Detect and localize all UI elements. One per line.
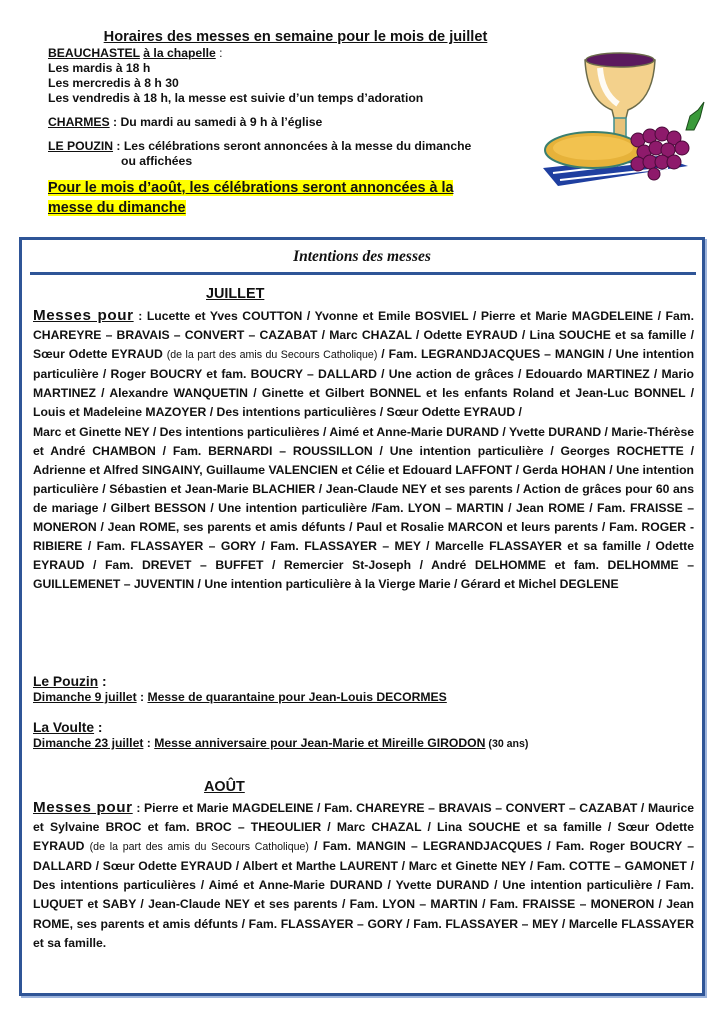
july-text-2: / Fam. LEGRANDJACQUES – MANGIN / Une intention particulière / Roger BOUCRY et fam. BOUCRY – DALLARD / Une action de grâces / Edouardo MARTINEZ / Mario MARTINEZ / Alexandre WANQUETIN / Ginette et Gilbert BONNEL et les enfants Roland et Jean-Luc BONNEL / Louis et Madeleine MAZOYER / Des intentions particulières / Sœur Odette EYRAUD /: [33, 347, 695, 420]
august-text-1: : Pierre et Marie MAGDELEINE / Fam. CHAREYRE – BRAVAIS – CONVERT – CAZABAT / Maurice et Sylvaine BROC et fam. BROC – THEOULIER / Marc CHAZAL / Lina SOUCHE et sa famille / Sœur Odette EYRAUD: [33, 801, 695, 854]
charmes-place: CHARMES: [48, 115, 110, 129]
la-voulte-place: La Voulte: [33, 720, 95, 735]
intentions-heading: Intentions des messes: [293, 248, 431, 265]
july-text-3: Marc et Ginette NEY / Des intentions particulières / Aimé et Anne-Marie DURAND / Yvette DURAND / Marie-Thérèse et André CHAMBON / Fam. BERNARDI – ROUSSILLON / Une intention particulière / Georges ROCHETTE / Adrienne et Alfred SINGAINY, Guillaume VALENCIEN et Célie et Edouard LAFFONT / Gerda HOHAN / Une intention particulière / Sébastien et Jean-Marie BLACHIER / Jean-Claude NEY et ses parents / Action de grâces pour 60 ans de mariage / Gilbert BESSON / Une intention particulière /Fam. LYON – MARTIN / Jean ROME / Fam. FRAISSE – MONERON / Jean ROME, ses parents et amis défunts / Paul et Rosalie MARCON et leurs parents / Fam. ROGER - RIBIERE / Fam. FLASSAYER – GORY / Fam. FLASSAYER – MEY / Marcelle FLASSAYER et sa famille / Odette EYRAUD / Fam. DREVET – BUFFET / Remercier St-Joseph / André DELHOMME et fam. DELHOMME – GUILLEMENET – JUVENTIN / Une intention particulière à la Vierge Marie / Gérard et Michel DEGLENE: [33, 424, 694, 592]
la-voulte-note: (30 ans): [485, 738, 529, 750]
la-voulte-date: Dimanche 23 juillet: [33, 736, 144, 750]
schedule-title: Horaires des messes en semaine pour le mois de juillet: [103, 29, 488, 45]
le-pouzin-colon: :: [98, 674, 107, 689]
le-pouzin-sep: :: [136, 690, 148, 704]
july-intentions: [33, 306, 694, 594]
le-pouzin-text: : Les célébrations seront annoncées à la messe du dimanche: [113, 139, 472, 153]
le-pouzin-date: Dimanche 9 juillet: [33, 690, 137, 704]
august-notice-line2: messe du dimanche: [48, 200, 186, 216]
august-text-2: / Fam. MANGIN – LEGRANDJACQUES / Fam. Roger BOUCRY – DALLARD / Sœur Odette EYRAUD / Albert et Marthe LAURENT / Marc et Ginette NEY / Fam. COTTE – GAMONET / Des intentions particulières / Aimé et Anne-Marie DURAND / Yvette DURAND / Une intention particulière / Fam. LUQUET et SABY / Jean-Claude NEY et ses parents / Fam. LYON – MARTIN / Fam. FRAISSE – MONERON / Jean ROME, ses parents et amis défunts / Fam. FLASSAYER – GORY / Fam. FLASSAYER – MEY / Marcelle FLASSAYER et sa famille.: [33, 839, 694, 950]
le-pouzin-place: LE POUZIN: [48, 139, 114, 153]
le-pouzin-line: [48, 139, 538, 154]
beauchastel-line: Les vendredis à 18 h, la messe est suivie d’un temps d’adoration: [48, 91, 424, 105]
beauchastel-place: BEAUCHASTEL: [48, 46, 140, 60]
la-voulte-intention: [33, 720, 528, 752]
weekday-schedule: [48, 30, 538, 218]
beauchastel-colon: :: [215, 46, 223, 60]
beauchastel-location: à la chapelle: [143, 46, 216, 60]
le-pouzin-text: Messe de quarantaine pour Jean-Louis DECORMES: [147, 690, 447, 704]
beauchastel-header: [48, 46, 538, 61]
month-july: JUILLET: [206, 286, 265, 302]
beauchastel-line: Les mercredis à 8 h 30: [48, 76, 179, 90]
la-voulte-colon: :: [94, 720, 103, 735]
intentions-panel: [19, 237, 705, 996]
month-august: AOÛT: [204, 779, 245, 795]
le-pouzin-intention: [33, 674, 447, 705]
august-lead: Messes pour: [33, 799, 133, 816]
beauchastel-line: Les mardis à 18 h: [48, 61, 151, 75]
august-intentions: [33, 798, 694, 953]
le-pouzin-continuation: ou affichées: [121, 154, 193, 168]
august-small-note: (de la part des amis du Secours Catholique): [89, 841, 309, 854]
chalice-bread-grapes-icon: [538, 38, 708, 188]
charmes-line: [48, 115, 538, 130]
july-text-1: : Lucette et Yves COUTTON / Yvonne et Emile BOSVIEL / Pierre et Marie MAGDELEINE / Fam. CHAREYRE – BRAVAIS – CONVERT – CAZABAT / Marc CHAZAL / Odette EYRAUD / Lina SOUCHE et sa famille / Sœur Odette EYRAUD: [33, 309, 695, 362]
le-pouzin-place: Le Pouzin: [33, 674, 99, 689]
charmes-text: : Du mardi au samedi à 9 h à l’église: [109, 115, 323, 129]
july-lead: Messes pour: [33, 307, 134, 324]
la-voulte-text: Messe anniversaire pour Jean-Marie et Mireille GIRODON: [154, 736, 486, 750]
la-voulte-sep: :: [143, 736, 155, 750]
july-small-note: (de la part des amis du Secours Catholique): [166, 349, 378, 362]
heading-divider: [30, 272, 696, 275]
august-notice-line1: Pour le mois d’août, les célébrations seront annoncées à la: [48, 180, 454, 196]
august-notice: [48, 178, 538, 218]
